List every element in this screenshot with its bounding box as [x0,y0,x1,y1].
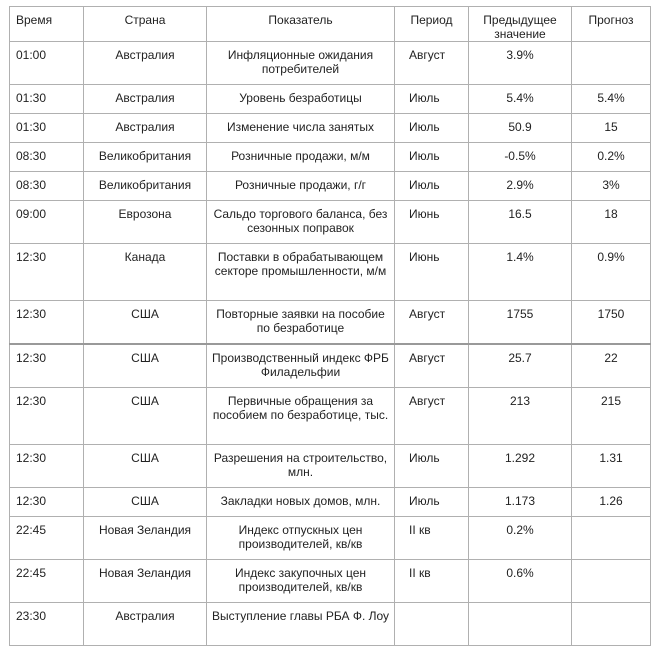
time-cell: 12:30 [10,445,84,488]
country-cell: Великобритания [84,143,207,172]
previous-value-cell [469,603,572,646]
previous-value-cell: 1755 [469,301,572,345]
country-cell: Новая Зеландия [84,560,207,603]
forecast-cell: 3% [572,172,651,201]
forecast-cell: 18 [572,201,651,244]
previous-value-cell: 2.9% [469,172,572,201]
country-cell: США [84,445,207,488]
period-cell: Июль [395,172,469,201]
time-cell: 12:30 [10,344,84,388]
period-cell: Июнь [395,244,469,301]
forecast-cell: 1750 [572,301,651,345]
country-cell: Еврозона [84,201,207,244]
forecast-cell: 15 [572,114,651,143]
indicator-cell: Первичные обращения за пособием по безработице, тыс. [207,388,395,445]
country-cell: Австралия [84,603,207,646]
header-previous: Предыдущее значение [469,7,572,42]
indicator-cell: Индекс закупочных цен производителей, кв/кв [207,560,395,603]
table-row [10,488,651,517]
time-cell: 01:30 [10,85,84,114]
forecast-cell: 5.4% [572,85,651,114]
previous-value-cell: 213 [469,388,572,445]
header-indicator: Показатель [207,7,395,42]
indicator-cell: Индекс отпускных цен производителей, кв/кв [207,517,395,560]
time-cell: 09:00 [10,201,84,244]
forecast-cell [572,560,651,603]
indicator-cell: Изменение числа занятых [207,114,395,143]
header-forecast: Прогноз [572,7,651,42]
forecast-cell: 1.31 [572,445,651,488]
time-cell: 01:30 [10,114,84,143]
indicator-cell: Разрешения на строительство, млн. [207,445,395,488]
period-cell: Июнь [395,201,469,244]
table-row [10,201,651,244]
period-cell: Июль [395,445,469,488]
time-cell: 22:45 [10,517,84,560]
previous-value-cell: 16.5 [469,201,572,244]
time-cell: 01:00 [10,42,84,85]
period-cell: II кв [395,560,469,603]
previous-value-cell: 1.173 [469,488,572,517]
forecast-cell [572,603,651,646]
previous-value-cell: 25.7 [469,344,572,388]
forecast-cell: 22 [572,344,651,388]
table-row [10,85,651,114]
time-cell: 12:30 [10,488,84,517]
table-row [10,445,651,488]
country-cell: США [84,388,207,445]
country-cell: Австралия [84,114,207,143]
table-row [10,42,651,85]
period-cell: Июль [395,488,469,517]
previous-value-cell: 0.6% [469,560,572,603]
indicator-cell: Закладки новых домов, млн. [207,488,395,517]
table-row [10,172,651,201]
time-cell: 12:30 [10,301,84,345]
indicator-cell: Поставки в обрабатывающем секторе промышленности, м/м [207,244,395,301]
time-cell: 12:30 [10,388,84,445]
table-body [10,42,651,646]
time-cell: 22:45 [10,560,84,603]
table-row [10,517,651,560]
indicator-cell: Розничные продажи, г/г [207,172,395,201]
indicator-cell: Выступление главы РБА Ф. Лоу [207,603,395,646]
period-cell: Август [395,42,469,85]
header-time: Время [10,7,84,42]
country-cell: США [84,344,207,388]
country-cell: США [84,488,207,517]
table-row [10,301,651,345]
indicator-cell: Сальдо торгового баланса, без сезонных поправок [207,201,395,244]
header-row [10,7,651,42]
period-cell: Июль [395,85,469,114]
period-cell: Июль [395,114,469,143]
period-cell: Август [395,344,469,388]
table-row [10,603,651,646]
time-cell: 08:30 [10,143,84,172]
table-row [10,560,651,603]
period-cell [395,603,469,646]
previous-value-cell: 5.4% [469,85,572,114]
country-cell: Австралия [84,42,207,85]
indicator-cell: Розничные продажи, м/м [207,143,395,172]
forecast-cell [572,42,651,85]
table-row [10,244,651,301]
table-row [10,344,651,388]
previous-value-cell: 50.9 [469,114,572,143]
previous-value-cell: -0.5% [469,143,572,172]
forecast-cell: 215 [572,388,651,445]
table-row [10,143,651,172]
time-cell: 12:30 [10,244,84,301]
country-cell: Австралия [84,85,207,114]
table-row [10,388,651,445]
indicator-cell: Производственный индекс ФРБ Филадельфии [207,344,395,388]
country-cell: Новая Зеландия [84,517,207,560]
forecast-cell: 0.9% [572,244,651,301]
indicator-cell: Повторные заявки на пособие по безработице [207,301,395,345]
forecast-cell: 0.2% [572,143,651,172]
country-cell: Великобритания [84,172,207,201]
previous-value-cell: 3.9% [469,42,572,85]
time-cell: 08:30 [10,172,84,201]
table-row [10,114,651,143]
previous-value-cell: 1.4% [469,244,572,301]
period-cell: Июль [395,143,469,172]
country-cell: США [84,301,207,345]
previous-value-cell: 1.292 [469,445,572,488]
indicator-cell: Уровень безработицы [207,85,395,114]
header-country: Страна [84,7,207,42]
forecast-cell [572,517,651,560]
forecast-cell: 1.26 [572,488,651,517]
period-cell: II кв [395,517,469,560]
header-period: Период [395,7,469,42]
economic-calendar-table [9,6,651,646]
previous-value-cell: 0.2% [469,517,572,560]
calendar-table-wrapper [9,6,651,646]
indicator-cell: Инфляционные ожидания потребителей [207,42,395,85]
period-cell: Август [395,388,469,445]
country-cell: Канада [84,244,207,301]
period-cell: Август [395,301,469,345]
time-cell: 23:30 [10,603,84,646]
